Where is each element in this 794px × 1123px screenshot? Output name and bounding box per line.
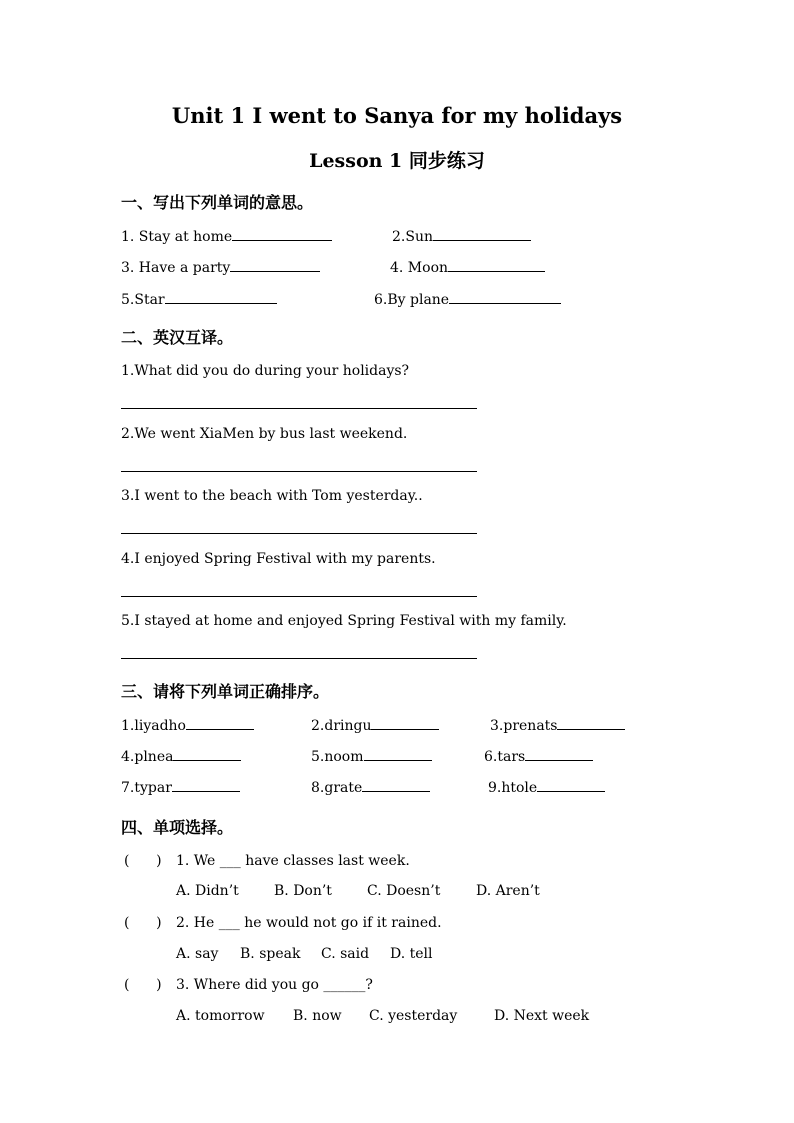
answer-line[interactable]: [121, 533, 477, 534]
answer-blank[interactable]: [557, 717, 625, 730]
answer-paren[interactable]: ( ): [124, 915, 162, 931]
answer-blank[interactable]: [537, 779, 605, 792]
answer-paren[interactable]: ( ): [124, 977, 162, 993]
s1-item-4-text: 4. Moon: [390, 260, 449, 276]
s1-item-3-text: 3. Have a party: [121, 260, 231, 276]
s3-item-7: [121, 779, 240, 796]
answer-line[interactable]: [121, 471, 477, 472]
s3-item-1: [121, 717, 254, 734]
s3-item-5-text: 5.noom: [311, 749, 364, 765]
q1-stem: 1. We ___ have classes last week.: [176, 853, 410, 869]
answer-blank[interactable]: [364, 748, 432, 761]
s3-item-2: [311, 717, 439, 734]
s1-item-1: [121, 228, 332, 245]
q2-option-b[interactable]: B. speak: [240, 946, 301, 962]
s1-item-6-text: 6.By plane: [374, 292, 450, 308]
q2-stem: 2. He ___ he would not go if it rained.: [176, 915, 442, 931]
s2-item-4: 4.I enjoyed Spring Festival with my parents.: [121, 551, 436, 567]
answer-blank[interactable]: [165, 291, 277, 304]
s3-item-5: [311, 748, 432, 765]
q3-option-c[interactable]: C. yesterday: [369, 1008, 458, 1024]
q3-stem: 3. Where did you go ______?: [176, 977, 373, 993]
q3-option-a[interactable]: A. tomorrow: [176, 1008, 265, 1024]
s3-item-3: [490, 717, 625, 734]
answer-blank[interactable]: [448, 259, 545, 272]
s3-item-6: [484, 748, 593, 765]
s3-item-3-text: 3.prenats: [490, 718, 558, 734]
q1-option-a[interactable]: A. Didn’t: [176, 883, 239, 899]
section1-heading: 一、写出下列单词的意思。: [121, 193, 314, 212]
s1-item-1-text: 1. Stay at home: [121, 229, 233, 245]
s3-item-1-text: 1.liyadho: [121, 718, 186, 734]
q1-option-b[interactable]: B. Don’t: [274, 883, 332, 899]
s3-item-9-text: 9.htole: [488, 780, 538, 796]
q1-option-c[interactable]: C. Doesn’t: [367, 883, 441, 899]
q2-option-d[interactable]: D. tell: [390, 946, 433, 962]
answer-blank[interactable]: [449, 291, 561, 304]
page-subtitle: Lesson 1 同步练习: [309, 150, 485, 172]
section3-heading: 三、请将下列单词正确排序。: [121, 682, 330, 701]
answer-blank[interactable]: [362, 779, 430, 792]
s2-item-2: 2.We went XiaMen by bus last weekend.: [121, 426, 408, 442]
s3-item-9: [488, 779, 605, 796]
answer-blank[interactable]: [186, 717, 254, 730]
answer-paren[interactable]: ( ): [124, 853, 162, 869]
q2-option-c[interactable]: C. said: [321, 946, 370, 962]
answer-line[interactable]: [121, 596, 477, 597]
section4-heading: 四、单项选择。: [121, 818, 234, 837]
s2-item-3: 3.I went to the beach with Tom yesterday..: [121, 488, 423, 504]
q3-option-d[interactable]: D. Next week: [494, 1008, 590, 1024]
s1-item-2: [392, 228, 531, 245]
s1-item-3: [121, 259, 320, 276]
s1-item-4: [390, 259, 545, 276]
answer-blank[interactable]: [230, 259, 320, 272]
answer-line[interactable]: [121, 658, 477, 659]
answer-blank[interactable]: [232, 228, 332, 241]
s1-item-5-text: 5.Star: [121, 292, 165, 308]
page-title: Unit 1 I went to Sanya for my holidays: [171, 103, 623, 128]
s3-item-4-text: 4.plnea: [121, 749, 174, 765]
s1-item-5: [121, 291, 277, 308]
q3-option-b[interactable]: B. now: [293, 1008, 342, 1024]
q1-option-d[interactable]: D. Aren’t: [476, 883, 540, 899]
s3-item-2-text: 2.dringu: [311, 718, 372, 734]
answer-line[interactable]: [121, 408, 477, 409]
q2-option-a[interactable]: A. say: [176, 946, 219, 962]
answer-blank[interactable]: [172, 779, 240, 792]
section2-heading: 二、英汉互译。: [121, 328, 234, 347]
s3-item-8-text: 8.grate: [311, 780, 363, 796]
s2-item-5: 5.I stayed at home and enjoyed Spring Festival with my family.: [121, 613, 567, 629]
answer-blank[interactable]: [371, 717, 439, 730]
s2-item-1: 1.What did you do during your holidays?: [121, 363, 410, 379]
s3-item-7-text: 7.typar: [121, 780, 172, 796]
s3-item-4: [121, 748, 241, 765]
answer-blank[interactable]: [525, 748, 593, 761]
answer-blank[interactable]: [173, 748, 241, 761]
s1-item-6: [374, 291, 561, 308]
answer-blank[interactable]: [433, 228, 531, 241]
s3-item-6-text: 6.tars: [484, 749, 526, 765]
s1-item-2-text: 2.Sun: [392, 229, 433, 245]
s3-item-8: [311, 779, 430, 796]
